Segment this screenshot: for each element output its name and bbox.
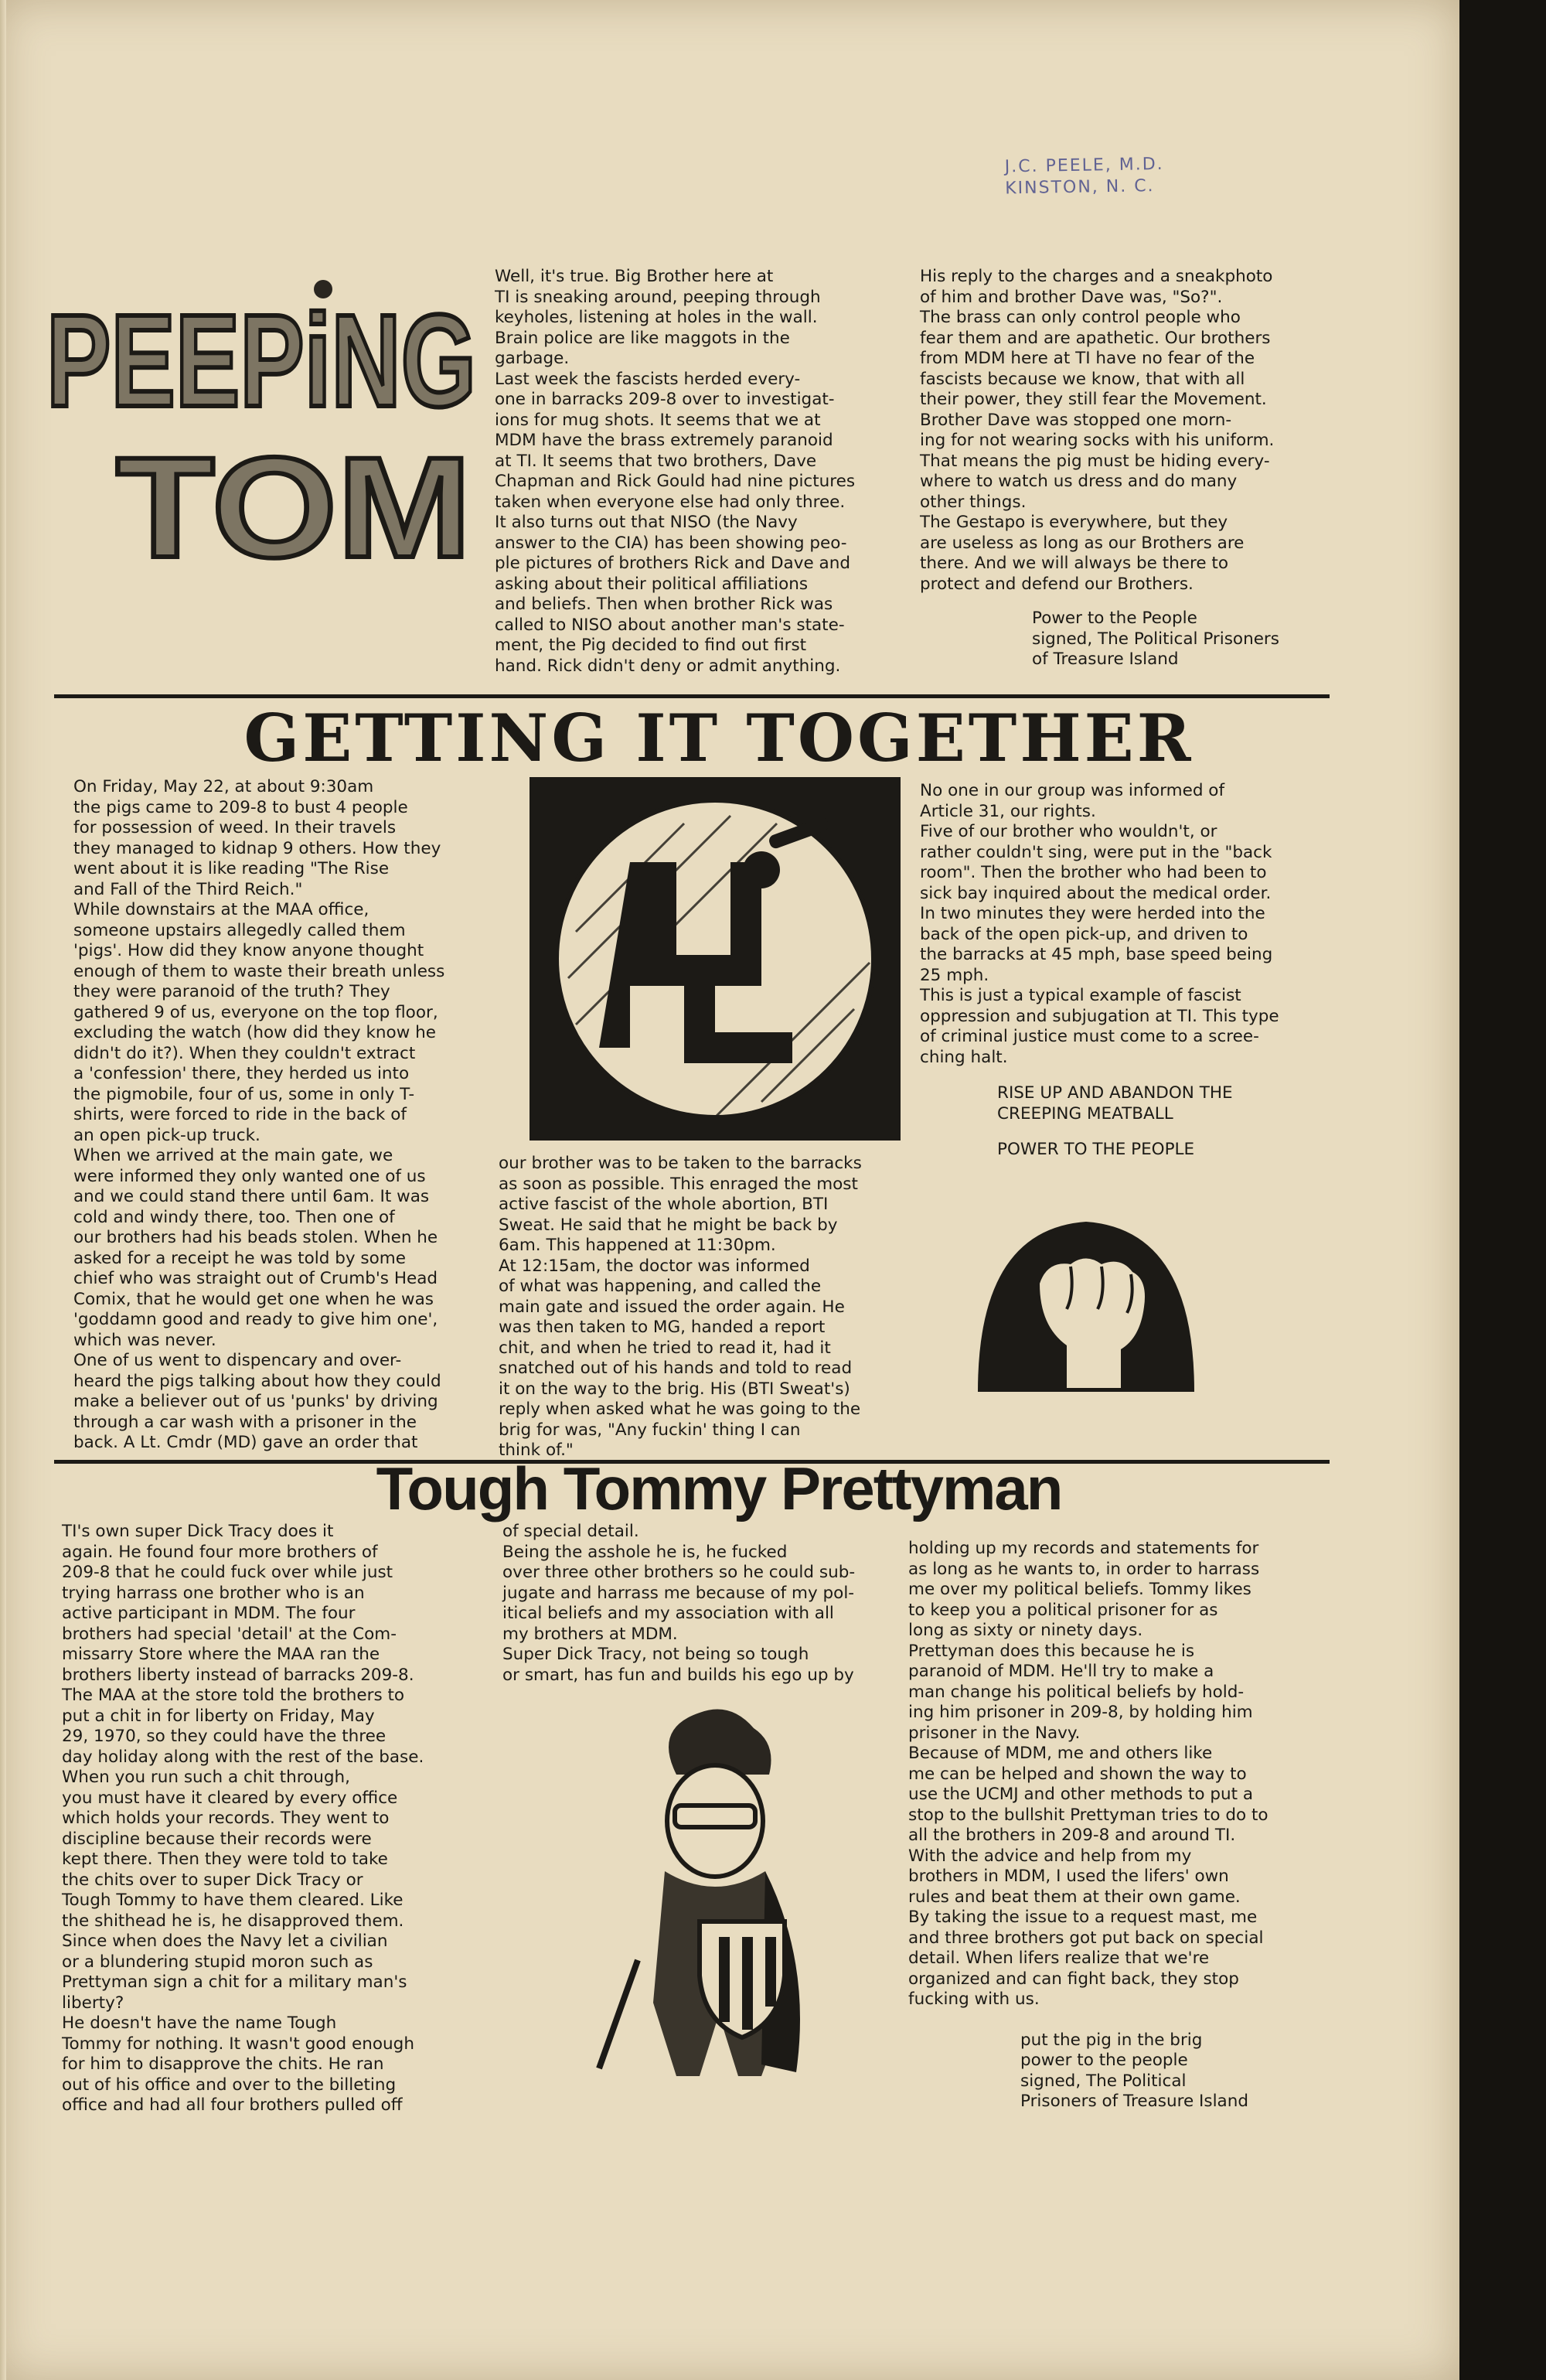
sword <box>599 1960 638 2068</box>
peeping-tom-signature <box>1032 609 1330 670</box>
getting-column-3 <box>920 781 1330 1161</box>
stamp-line-2: KINSTON, N. C. <box>1005 176 1155 199</box>
tough-signature-line-2: power to the people <box>1020 2051 1188 2070</box>
getting-column-2 <box>499 1154 916 1461</box>
getting-text-3: No one in our group was informed of Article 31, our rights. Five of our brother who wouldn't, or rather couldn't sing, were put in the "back room". Then the brother who had been to sick bay inquired about the medical order. In two minutes they were herded into the back of the open pick-up, and driven to the barracks at 45 mph, base speed being 25 mph. This is just a typical example of fascist oppression and subjugation at TI. This type of criminal justice must come to a scree- ching halt. <box>920 781 1279 1067</box>
tough-text-3: holding up my records and statements for as long as he wants to, in order to harrass me over my political beliefs. Tommy likes to keep you a political prisoner for as long as sixty or ninety days. Prettyman does this because he is paranoid of MDM. He'll try to make a man change his political beliefs by hold- ing him prisoner in 209-8, by holding him prisoner in the Navy. Because of MDM, me and others like me can be helped and shown the way to use the UCMJ and other methods to put a stop to the bullshit Prettyman tries to do to all the brothers in 209-8 and around TI. With the advice and help from my brothers in MDM, I used the lifers' own rules and beat them at their own game. By taking the issue to a request mast, me and three brothers got put back on special detail. When lifers realize that we're organized and can fight back, they stop fucking with us. <box>908 1539 1268 2009</box>
peeping-tom-text-2: His reply to the charges and a sneakphoto of him and brother Dave was, "So?". The brass can only control people who fear them and are apathetic. Our brothers from MDM here at TI have no fear of the fascists because we know, that with all their power, they still fear the Movement. Brother Dave was stopped one morn- ing for not wearing socks with his uniform. That means the pig must be hiding every- where to watch us dress and do many other things. The Gestapo is everywhere, but they are useless as long as our Brothers are there. And we will always be there to protect and defend our Brothers. <box>920 267 1275 594</box>
tough-column-2 <box>502 1522 912 1686</box>
tough-tommy-headline: Tough Tommy Prettyman <box>376 1454 1062 1522</box>
raised-fist-illustration <box>978 1214 1194 1392</box>
tough-column-3 <box>908 1539 1330 2112</box>
tough-signature-line-3: signed, The Political <box>1020 2071 1187 2091</box>
address-stamp <box>1005 153 1222 200</box>
fascist-pig-illustration <box>530 777 901 1141</box>
peeping-tom-text-1: Well, it's true. Big Brother here at TI is sneaking around, peeping through keyholes, listening at holes in the wall. Brain police are like maggots in the garbage. Last week the fascists herded every- one in barracks 209-8 over to investigat- ions for mug shots. It seems that we at MDM have the brass extremely paranoid at TI. It seems that two brothers, Dave Chapman and Rick Gould had nine pictures taken when everyone else had only three. It also turns out that NISO (the Navy answer to the CIA) has been showing peo- ple pictures of brothers Rick and Dave and asking about their political affiliations and beliefs. Then when brother Rick was called to NISO about another man's state- ment, the Pig decided to find out first hand. Rick didn't deny or admit anything. <box>495 267 856 676</box>
knight-caricature-illustration <box>591 1705 839 2092</box>
stamp-line-1: J.C. PEELE, M.D. <box>1004 154 1164 177</box>
tough-column-1 <box>62 1522 510 2116</box>
getting-text-2: our brother was to be taken to the barracks as soon as possible. This enraged the most active fascist of the whole abortion, BTI Sweat. He said that he might be back by 6am. This happened at 11:30pm. At 12:15am, the doctor was informed of what was happening, and called the main gate and issued the order again. He was then taken to MG, handed a report chit, and when he tried to read it, had it snatched out of his hands and told to read it on the way to the brig. His (BTI Sweat's) reply when asked what he was going to the brig for was, "Any fuckin' thing I can think of." <box>499 1154 862 1460</box>
signature-line-2: signed, The Political Prisoners <box>1032 629 1279 649</box>
signature-line-3: of Treasure Island <box>1032 650 1179 669</box>
logo-line-2: TOM <box>116 428 472 580</box>
tough-signature-line-1: put the pig in the brig <box>1020 2030 1203 2050</box>
tough-text-2: of special detail. Being the asshole he is, he fucked over three other brothers so he could sub- jugate and harrass me because of my pol- itical beliefs and my association with all my brothers at MDM. Super Dick Tracy, not being so tough or smart, has fun and builds his ego up by <box>502 1522 856 1685</box>
peeping-tom-column-2 <box>920 267 1330 670</box>
knight-head <box>667 1765 763 1877</box>
signature-line-1: Power to the People <box>1032 609 1197 628</box>
scan-background-edge <box>1459 0 1546 2380</box>
logo-line-1: PEEPiNG <box>46 288 476 435</box>
slogan-power: POWER TO THE PEOPLE <box>997 1140 1195 1159</box>
figure-head <box>743 851 780 888</box>
section-divider-1 <box>54 694 1330 698</box>
tough-signature <box>1020 2031 1330 2112</box>
getting-text-1: On Friday, May 22, at about 9:30am the pigs came to 209-8 to bust 4 people for possession of weed. In their travels they managed to kidnap 9 others. How they went about it is like reading "The Rise and Fall of the Third Reich." While downstairs at the MAA office, someone upstairs allegedly called them 'pigs'. How did they know anyone thought enough of them to waste their breath unless they were paranoid of the truth? They gathered 9 of us, everyone on the top floor, excluding the watch (how did they know he didn't do it?). When they couldn't extract a 'confession' there, they herded us into the pigmobile, four of us, some in only T- shirts, were forced to ride in the back of an open pick-up truck. When we arrived at the main gate, we were informed they only wanted one of us and we could stand there until 6am. It was cold and windy there, too. Then one of our brothers had his beads stolen. When he asked for a receipt he was told by some chief who was straight out of Crumb's Head Comix, that he would get one when he was 'goddamn good and ready to give him one', which was never. One of us went to dispencary and over- heard the pigs talking about how they could make a believer out of us 'punks' by driving through a car wash with a prisoner in the back. A Lt. Cmdr (MD) gave an order that <box>73 777 445 1452</box>
peeping-tom-logo <box>46 278 479 580</box>
slogan-rise-up: RISE UP AND ABANDON THE CREEPING MEATBALL <box>997 1083 1233 1124</box>
getting-column-1 <box>73 777 506 1454</box>
tough-signature-line-4: Prisoners of Treasure Island <box>1020 2092 1249 2111</box>
tough-text-1: TI's own super Dick Tracy does it again. He found four more brothers of 209-8 that he could fuck over while just trying harrass one brother who is an active participant in MDM. The four brothers had special 'detail' at the Com- missarry Store where the MAA ran the brothers liberty instead of barracks 209-8. The MAA at the store told the brothers to put a chit in for liberty on Friday, May 29, 1970, so they could have the three day holiday along with the rest of the base. When you run such a chit through, you must have it cleared by every office which holds your records. They went to discipline because their records were kept there. Then they were told to take the chits over to super Dick Tracy or Tough Tommy to have them cleared. Like the shithead he is, he disapproved them. Since when does the Navy let a civilian or a blundering stupid moron such as Prettyman sign a chit for a military man's liberty? He doesn't have the name Tough Tommy for nothing. It wasn't good enough for him to disapprove the chits. He ran out of his office and over to the billeting office and had all four brothers pulled off <box>62 1522 424 2115</box>
page-fold-shadow <box>0 0 6 2380</box>
peeping-tom-column-1 <box>495 267 928 677</box>
getting-it-together-headline: GETTING IT TOGETHER <box>243 700 1194 776</box>
